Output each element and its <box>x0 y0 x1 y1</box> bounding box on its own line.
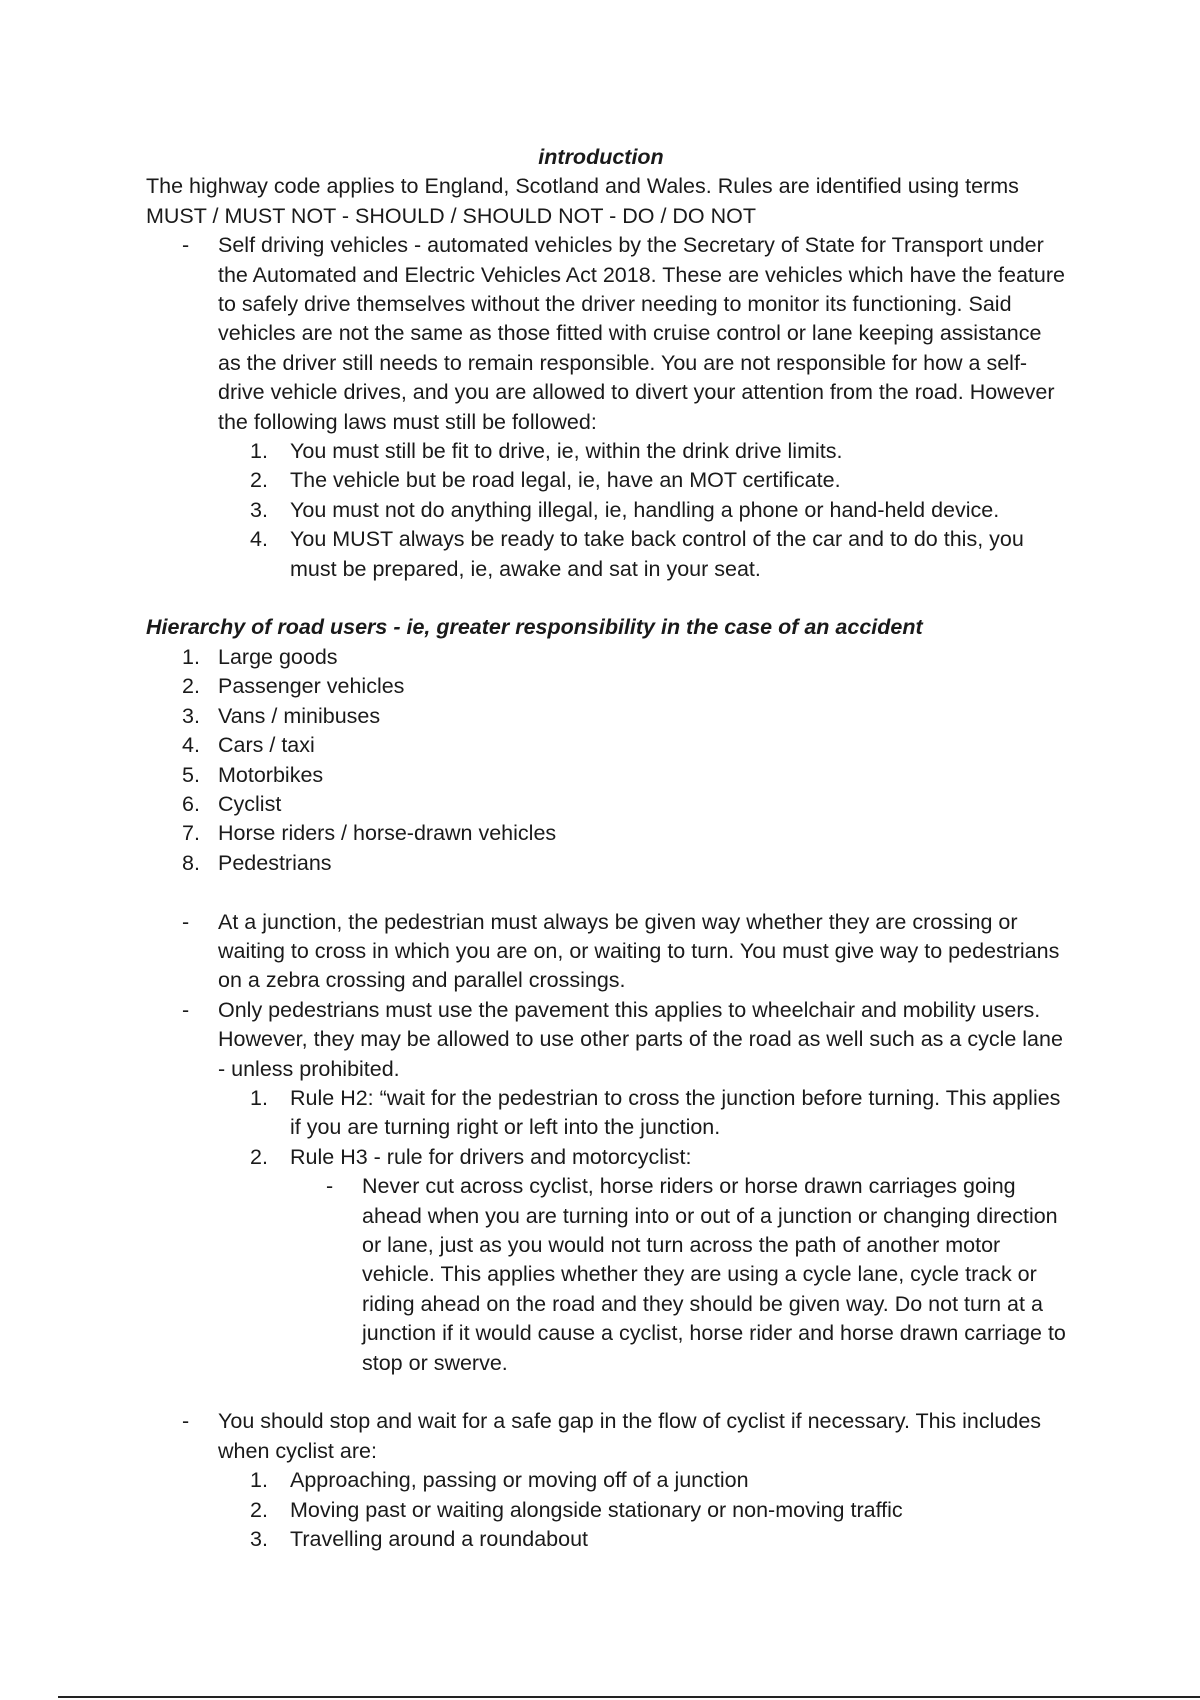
list-item-text: You must not do anything illegal, ie, handling a phone or hand-held device. <box>290 497 1000 522</box>
junction-text: At a junction, the pedestrian must always be given way whether they are crossing or waiting to cross in which you are on, or waiting to turn. You must give way to pedestrians on a zebra crossing and parallel crossings. <box>218 909 1060 993</box>
list-number: 1. <box>250 439 268 464</box>
self-driving-bullet <box>146 231 1066 584</box>
law-item <box>218 496 1066 525</box>
list-item-text: The vehicle but be road legal, ie, have an MOT certificate. <box>290 468 841 493</box>
dash-marker: - <box>182 1409 190 1434</box>
dash-marker: - <box>182 233 190 258</box>
rules-list <box>218 1084 1066 1378</box>
hierarchy-item <box>146 702 1066 731</box>
list-number: 2. <box>250 1144 268 1169</box>
cyclist-item <box>218 1466 1066 1495</box>
document-body <box>146 143 1066 1554</box>
law-item <box>218 466 1066 495</box>
blank-line <box>146 878 1066 907</box>
law-item <box>218 437 1066 466</box>
list-number: 1. <box>182 644 200 669</box>
hierarchy-item <box>146 849 1066 878</box>
law-item <box>218 525 1066 584</box>
list-item-text: Large goods <box>218 644 338 669</box>
list-item-text: Cyclist <box>218 791 282 816</box>
list-item-text: You must still be fit to drive, ie, within the drink drive limits. <box>290 439 843 464</box>
cyclist-text: You should stop and wait for a safe gap in the flow of cyclist if necessary. This includes when cyclist are: <box>218 1409 1042 1463</box>
rule-item-h2 <box>218 1084 1066 1143</box>
list-number: 1. <box>250 1468 268 1493</box>
list-number: 2. <box>250 468 268 493</box>
list-item-text: Vans / minibuses <box>218 703 381 728</box>
hierarchy-item <box>146 672 1066 701</box>
dash-marker: - <box>182 909 190 934</box>
h3-sub-list <box>290 1172 1066 1378</box>
list-item-text: Rule H2: “wait for the pedestrian to cross the junction before turning. This applies if you are turning right or left into the junction. <box>290 1085 1061 1140</box>
h3-sub-bullet <box>290 1172 1066 1378</box>
blank-line <box>146 584 1066 613</box>
cyclist-list <box>218 1466 1066 1554</box>
list-item-text: Pedestrians <box>218 850 332 875</box>
cyclist-item <box>218 1525 1066 1554</box>
list-number: 4. <box>182 733 200 758</box>
intro-title: introduction <box>538 145 664 169</box>
list-number: 2. <box>182 674 200 699</box>
list-number: 3. <box>250 1527 268 1552</box>
h3-sub-text: Never cut across cyclist, horse riders or horse drawn carriages going ahead when you are turning into or out of a junction or changing direction or lane, just as you would not turn across the path of another motor vehicle. This applies whether they are using a cycle lane, cycle track or riding ahead on the road and they should be given way. Do not turn at a junction if it would cause a cyclist, horse rider and horse drawn carriage to stop or swerve. <box>362 1174 1066 1375</box>
footer-divider <box>58 1696 1200 1698</box>
list-item-text: Rule H3 - rule for drivers and motorcyclist: <box>290 1144 692 1169</box>
list-item-text: Approaching, passing or moving off of a junction <box>290 1468 749 1493</box>
list-item-text: Motorbikes <box>218 762 324 787</box>
self-driving-text: Self driving vehicles - automated vehicles by the Secretary of State for Transport under the Automated and Electric Vehicles Act 2018. These are vehicles which have the feature to safely drive themselves without the driver needing to monitor its functioning. Said vehicles are not the same as those fitted with cruise control or lane keeping assistance as the driver still needs to remain responsible. You are not responsible for how a self-drive vehicle drives, and you are allowed to divert your attention from the road. However the following laws must still be followed: <box>218 233 1065 434</box>
cyclist-item <box>218 1496 1066 1525</box>
list-number: 1. <box>250 1085 268 1110</box>
list-number: 6. <box>182 791 200 816</box>
laws-list <box>218 437 1066 584</box>
hierarchy-heading: Hierarchy of road users - ie, greater responsibility in the case of an accident <box>146 615 923 640</box>
rule-item-h3 <box>218 1143 1066 1378</box>
list-item-text: You MUST always be ready to take back control of the car and to do this, you must be prepared, ie, awake and sat in your seat. <box>290 527 1024 581</box>
list-number: 2. <box>250 1497 268 1522</box>
list-number: 4. <box>250 527 268 552</box>
intro-paragraph: The highway code applies to England, Scotland and Wales. Rules are identified using terms MUST / MUST NOT - SHOULD / SHOULD NOT - DO / DO NOT <box>146 174 1019 228</box>
dash-marker: - <box>326 1174 334 1199</box>
hierarchy-item <box>146 819 1066 848</box>
hierarchy-item <box>146 731 1066 760</box>
list-number: 5. <box>182 762 200 787</box>
hierarchy-item <box>146 761 1066 790</box>
list-number: 7. <box>182 821 200 846</box>
list-number: 8. <box>182 850 200 875</box>
list-number: 3. <box>182 703 200 728</box>
list-item-text: Cars / taxi <box>218 733 315 758</box>
list-item-text: Travelling around a roundabout <box>290 1527 589 1552</box>
cyclist-bullet-list <box>146 1407 1066 1554</box>
junction-bullet <box>146 908 1066 996</box>
hierarchy-list <box>146 643 1066 878</box>
junction-bullet-list <box>146 908 1066 1379</box>
blank-line <box>146 1378 1066 1407</box>
list-item-text: Passenger vehicles <box>218 674 405 699</box>
hierarchy-item <box>146 790 1066 819</box>
intro-bullet-list <box>146 231 1066 584</box>
list-number: 3. <box>250 497 268 522</box>
pavement-text: Only pedestrians must use the pavement this applies to wheelchair and mobility users. However, they may be allowed to use other parts of the road as well such as a cycle lane - unless prohibited. <box>218 997 1063 1081</box>
cyclist-bullet <box>146 1407 1066 1554</box>
pavement-bullet <box>146 996 1066 1378</box>
hierarchy-item <box>146 643 1066 672</box>
list-item-text: Moving past or waiting alongside stationary or non-moving traffic <box>290 1497 903 1522</box>
list-item-text: Horse riders / horse-drawn vehicles <box>218 821 557 846</box>
dash-marker: - <box>182 997 190 1022</box>
